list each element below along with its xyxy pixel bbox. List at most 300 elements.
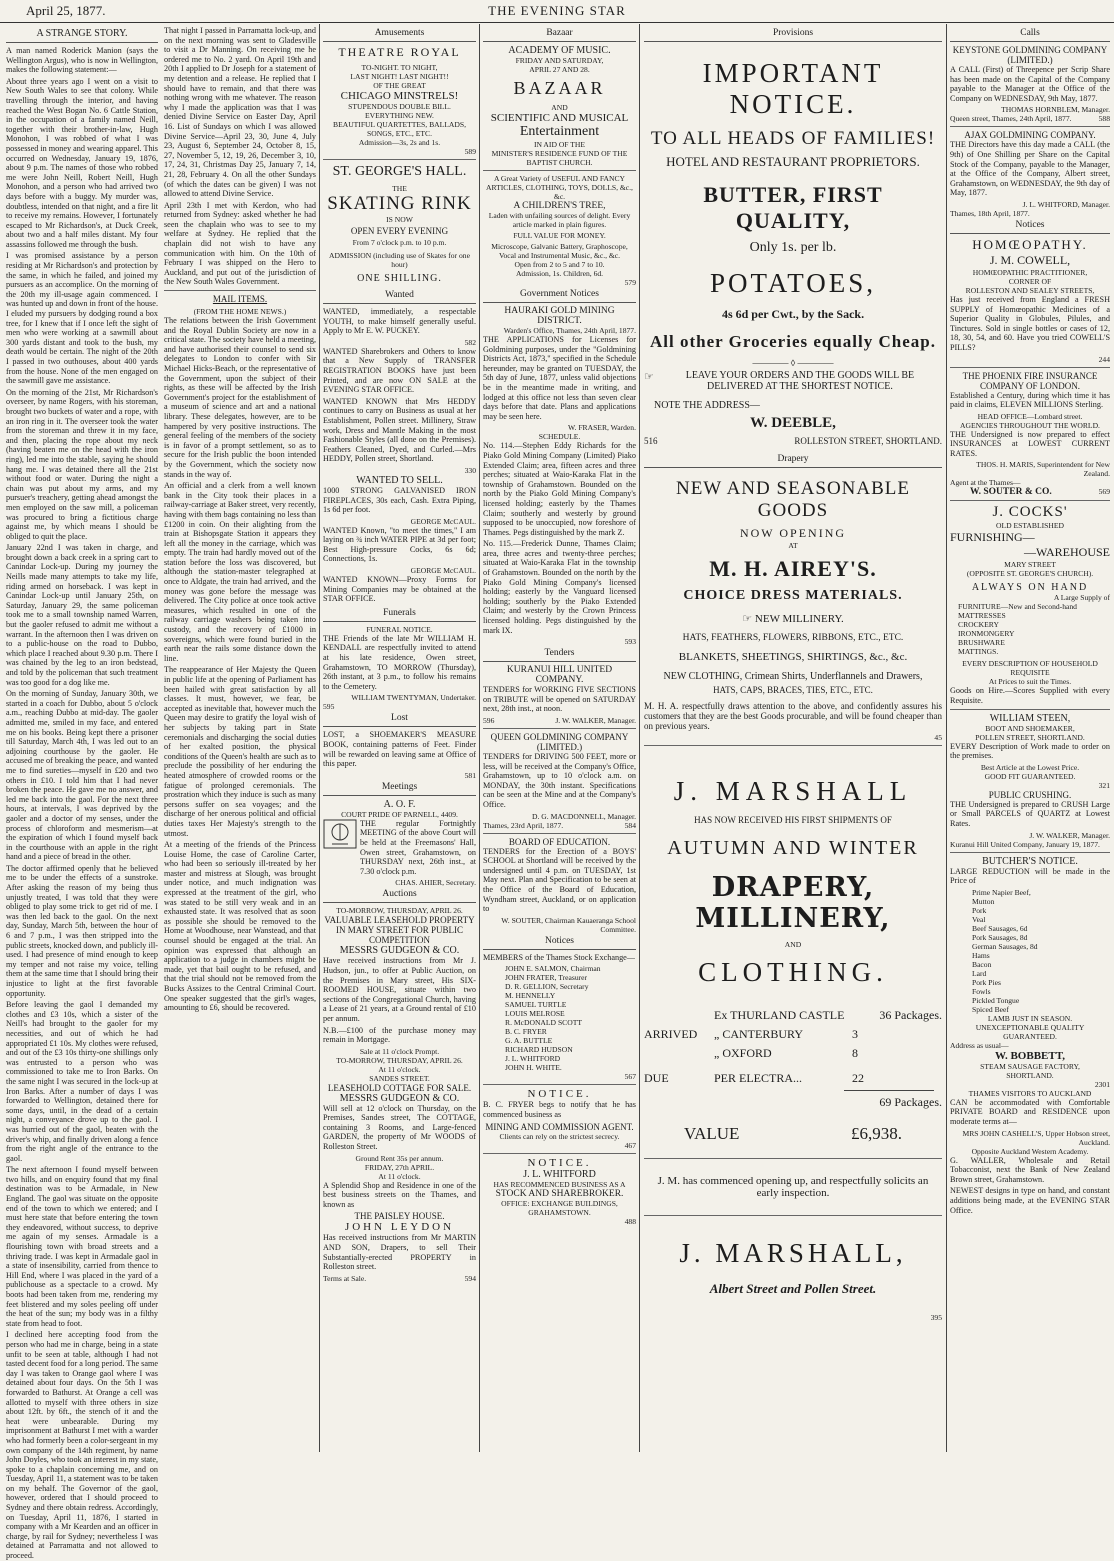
ad-line: IS NOW: [386, 215, 413, 224]
section-header: Tenders: [483, 646, 636, 662]
ad-line: MINISTER'S RESIDENCE FUND OF THE BAPTIST CHURCH.: [491, 149, 628, 167]
ad-heading: TO ALL HEADS OF FAMILIES!: [650, 128, 936, 149]
ad-heading: VALUABLE LEASEHOLD PROPERTY IN MARY STREET FOR PUBLIC COMPETITION: [324, 915, 475, 946]
ad-line: SANDES STREET.: [369, 1073, 430, 1083]
package-count: 36 Packages.: [879, 1008, 942, 1022]
pointing-hand-icon: ☞: [644, 371, 654, 383]
ad-heading: STOCK AND SHAREBROKER.: [495, 1188, 624, 1199]
ad-line: AND: [784, 940, 802, 949]
story-paragraph: April 23th I met with Kerdon, who had returned from Sydney: asked whether he had seen the chaplain who was to see to my welfare at Sydney. He replied that the chaplain did not wish to have any communication with him. On the 10th of February I was shipped on the Hero to Auckland, and put out of the jurisdiction of the New South Wales Government.: [164, 200, 316, 287]
government-notice: No. 114.—Stephen Eddy Richards for the Piako Gold Mining Company (Limited) Piako Extended Claim; area, fifteen acres and three perches; situated at Waio-Karaka Flat in the township of Grahamstown. Bounded on the north by the Piako Gold Mining Company's licensed holding; easterly by the Thames Claim; southerly and westerly by ground supposed to be unoccupied, now foreshore of Thames. Pegs distinguished by the mark Z.: [483, 441, 636, 537]
news-paragraph: The relations between the Irish Government and the Royal Dublin Society are now in a critical state. The society have held a meeting, and have authorised their counsel to send six delegates to London to confer with Sir Michael Hicks-Beach, or the representative of the Government, upon the subject of their rights, as these will be affected by the Irish Government's project for the establishment of a museum of science and art and a national library. These delegates, however, are to be hampered by very positive instructions. The general feeling of the members of the society is in favor of a prompt settlement, so as to secure for the Irish public the boon intended by the Government, which the society now stands in the way of.: [164, 316, 316, 479]
list-item: R. McDONALD SCOTT: [505, 1018, 582, 1028]
ad-heading: SCIENTIFIC AND MUSICAL: [490, 112, 629, 124]
ad-signature: GEORGE McCAUL.: [410, 516, 476, 526]
lost-notice: LOST, a SHOEMAKER'S MEASURE BOOK, containing patterns of Feet. Finder will be rewarded on leaving same at Office of this paper.: [323, 730, 476, 769]
package-count: 3: [852, 1027, 858, 1041]
ad-line: SCHEDULE.: [538, 432, 581, 442]
ad-number: 588: [1098, 114, 1110, 124]
ad-signature: J. W. WALKER, Manager.: [555, 716, 636, 725]
ad-line: OF THE GREAT: [373, 81, 426, 90]
ad-line: Terms at Sale.: [323, 1273, 367, 1283]
ad-line: FRIDAY, 27th APRIL.: [364, 1162, 435, 1172]
ad-number: 516: [644, 436, 658, 446]
ad-line: BLANKETS, SHEETINGS, SHIRTINGS, &c., &c.: [678, 651, 908, 663]
story-paragraph: The next afternoon I found myself between two hills, and on enquiry found that my final destination was to be Armadale, in New England. The gaol was situate on the opposite end of the town to which we entered; and I must here state that before entering the town they endeavored, without success, to deprive me again of my senses. Armadale is a flourishing town with broad streets and a thriving trade. I was kept in Armadale gaol in a state of insensibility, carried from thence to Hill End, where I was placed in the yard of a publichouse as a spectacle to a crowd. My boots had been taken from me, rendering my feet blistered and my soles peeling off under the heat of the sun; my body was in a filthy state from head to foot.: [6, 1165, 158, 1328]
call-notice: A CALL (First) of Threepence per Scrip Share has been made on the Capital of the Company payable to the Manager at the Office of the Company on WEDNESDAY, 9th May, 1877.: [950, 65, 1110, 103]
notice: G. WALLER, Wholesale and Retail Tobacconist, next the Bank of New Zealand Brown street, Grahamstown.: [950, 1155, 1110, 1184]
ad-line: STUPENDOUS DOUBLE BILL.: [348, 102, 451, 111]
ad-heading: AUTUMN AND WINTER: [667, 837, 919, 859]
tender-notice: TENDERS for DRIVING 500 FEET, more or less, will be received at the Company's Office, Grahamstown, up to 10 o'clock a.m. on MONDAY, the 30th instant. Specifications can be seen at the Mine and at the Company's Office.: [483, 752, 636, 809]
ad-heading: Entertainment: [519, 124, 600, 139]
list-item: JOHN FRATER, Treasurer: [505, 973, 588, 983]
ad-line: HATS, FEATHERS, FLOWERS, RIBBONS, ETC., ETC.: [682, 633, 904, 643]
list-item: BRUSHWARE: [958, 638, 1005, 648]
list-item: CROCKERY: [958, 620, 999, 630]
ad-signature: THOMAS HORNBLEM, Manager.: [1001, 105, 1110, 115]
list-item: J. L. WHITFORD: [505, 1054, 561, 1064]
ad-heading: W. DEEBLE,: [750, 415, 836, 431]
ad-number: 595: [323, 702, 335, 712]
section-header: Notices: [483, 934, 636, 950]
ad-heading: M. H. AIREY'S.: [709, 556, 877, 581]
ad-line: At 11 o'clock.: [378, 1171, 421, 1181]
call-notice: THE Directors have this day made a CALL (the 9th) of One Shilling per Share on the Capital Stock of the Company, payable to the Manager, at the Office of the Company, Albert street, Grahamstown, on WEDNESDAY, the 9th day of May, 1877.: [950, 140, 1110, 198]
column-rule: [479, 24, 480, 1452]
package-total: 69 Packages.: [879, 1095, 942, 1109]
list-item: Beef Sausages, 6d: [972, 923, 1028, 933]
ad-heading: MESSRS GUDGEON & CO.: [339, 945, 460, 957]
story-paragraph: January 22nd I was taken in charge, and brought down a back creek in a spring cart to Canindar Lock-up. During my journey the Neills made many attempts to take my life, riding armed on horseback. I was kept in Canindar Lock-up until January 25th, on Saturday, January 29, the same policeman took me to a small township named Warren, but the gaoler refused to admit me without a warrant. In the afternoon then I was driven on to a public-house on the road to Dubbo, which place I reached about 9.30 p.m. There I was chained by the leg to an iron bedstead, and told by the policeman that such treatment was too good for a dog like me.: [6, 543, 158, 687]
ad-line: A Large Supply of: [1053, 593, 1110, 603]
ad-line: AGENCIES THROUGHOUT THE WORLD.: [960, 420, 1100, 430]
ad-heading: A CHILDREN'S TREE,: [513, 201, 606, 211]
ad-line: ROLLESTON STREET, SHORTLAND.: [794, 436, 942, 446]
shipment-table: [644, 1008, 942, 1110]
ad-heading: JOHN LEYDON: [344, 1221, 455, 1234]
classified-ad: WANTED KNOWN that Mrs HEDDY continues to carry on Business as usual at her Establishment, Pollen street. Millinery, Straw work, Dress and Mantle Making in the most Fashionable Styles (all done on the Premises). Feathers Cleaned, Dyed, and Curled.—Mrs HEDDY, Pollen street, Shortland.: [323, 396, 476, 464]
notice: NEWEST designs in type on hand, and constant additions being made, at the EVENING STAR Office.: [950, 1186, 1110, 1215]
ad-line: At 11 o'clock.: [378, 1064, 421, 1074]
ad-line: THE: [392, 184, 407, 193]
news-paragraph: An official and a clerk from a well known bank in the City took their places in a railway-carriage at Baker street, very recently, having with them bags containing no less than £1200 in coin. On their alighting from the train at Bishopsgate Station it appears they left all the money in the carriage, which was empty. The train had hardly moved out of the station before the loss was discovered, but although the station-master telegraphed at once to Aldgate, the train had arrived, and the money was gone before the message was delivered. The City police at once took active measures, which resulted in one of the railway carriage washers being taken into custody, and the recovery of £1000 in sovereigns, which were found buried in the earth near the rails some distance down the line.: [164, 481, 316, 663]
ad-signature: D. G. MACDONNELL, Manager.: [532, 811, 636, 821]
story-paragraph: On the morning of the 21st, Mr Richardson's overseer, by name Rogers, with his storeman, brought two buckets of water and a rope, with an iron ring in it. The overseer took the water from the storeman and threw it in my face, and then, placing the rope about my neck (having beaten me on the head with the iron ring), led me into the stable, saying he should hang me. I was detained there all the 21st without food or water. During the night a chain was put about my arms, and my pursuer's treachery, getting ahead amongst the men employed on the saw mill, a policeman was procured to bring a fictitious charge against me, by which means I should be obliged to quit the place.: [6, 387, 158, 541]
column-rule: [639, 24, 640, 1452]
divider: [950, 709, 1110, 710]
ad-number: 569: [1098, 487, 1110, 497]
ad-heading: BUTCHER'S NOTICE.: [982, 855, 1078, 867]
ad-line: HOTEL AND RESTAURANT PROPRIETORS.: [666, 154, 920, 169]
ad-line: Sale at 11 o'clock Prompt.: [359, 1046, 440, 1056]
ad-heading: QUEEN GOLDMINING COMPANY (LIMITED.): [490, 732, 629, 752]
ad-number: 596: [483, 716, 495, 725]
section-header: Government Notices: [483, 287, 636, 303]
ornament-rule: ———— ◊ ————: [752, 358, 834, 368]
ad-heading: THEATRE ROYAL: [338, 45, 461, 59]
list-item: SAMUEL TURTLE: [505, 1000, 567, 1010]
ads-column-7: [950, 26, 1110, 1450]
ad-line: NOW OPENING: [739, 526, 847, 540]
auction-ad: Has received instructions from Mr MARTIN AND SON, Drapers, to sell Their Substantially-erected PROPERTY in Rolleston street.: [323, 1233, 476, 1272]
ad-line: Ground Rent 35s per annum.: [355, 1153, 444, 1163]
auction-ad: Will sell at 12 o'clock on Thursday, on the Premises, Sandes street, The COTTAGE, containing 3 Rooms, and Large-fenced GARDEN, the property of Mr WOODS of Rolleston Street.: [323, 1103, 476, 1152]
ad-number: 593: [624, 637, 636, 647]
ad-number: 582: [464, 337, 476, 347]
ad-signature: J. W. WALKER, Manager.: [1029, 830, 1110, 840]
list-item: Prime Napier Beef,: [972, 887, 1031, 897]
ad-heading: IMPORTANT NOTICE.: [702, 58, 884, 119]
ad-heading: AJAX GOLDMINING COMPANY.: [964, 130, 1096, 141]
ad-number: 330: [464, 465, 476, 475]
notice: Established a Century, during which time it has paid in claims, ELEVEN MILLIONS Sterling.: [950, 390, 1110, 410]
divider: [483, 1084, 636, 1085]
list-item: Veal: [972, 914, 986, 924]
divider: [483, 833, 636, 834]
member-list: [483, 964, 636, 1072]
story-paragraph: I declined here accepting food from the person who had me in charge, being in a state unfit to be seen at table, although I had not tasted decent food for a long period. The same day I was taken to Orange gaol where I was detained about four days. On the 5th I was forwarded to Bathurst. At Orange a cell was allotted to myself with three others in size about 12ft. by 6ft., the stench of it and the heat were unbearable. During my imprisonment at Bathurst I met with a warder who had formerly been a color-sergeant in my own company of the 14th regiment, by name John Doyles, who took an interest in my state, spoke to a chaplain concerning me, and on Tuesday, April 11, a statement was to be taken on my behalf. The Governor of the gaol, however, ordered that I should proceed to Sydney and there obtain redress. Accordingly, on Tuesday, April 11, 1876, I started in company with a Mr Kearden and an officer in charge, by rail for Sydney; nevertheless I was detained at Parramatta and not allowed to proceed.: [6, 1330, 158, 1561]
ad-heading: POTATOES,: [709, 268, 877, 298]
ad-heading: ST. GEORGE'S HALL.: [332, 164, 467, 179]
ads-column-wide: [644, 26, 942, 1450]
ad-number: 395: [930, 1313, 942, 1322]
ad-line: HOMŒOPATHIC PRACTITIONER,: [972, 267, 1088, 277]
ad-line: CHICAGO MINSTRELS!: [340, 90, 459, 102]
section-header: Drapery: [644, 452, 942, 468]
notice: THE Undersigned is now prepared to effect INSURANCES at LOWEST CURRENT RATES.: [950, 429, 1110, 458]
package-count: 8: [852, 1046, 858, 1060]
notice: EVERY Description of Work made to order on the premises.: [950, 741, 1110, 761]
ad-line: IN AID OF THE: [533, 140, 586, 149]
list-item: G. A. BUTTLE: [505, 1036, 553, 1046]
section-header: Auctions: [323, 887, 476, 903]
ad-heading: J. M. COWELL,: [989, 252, 1071, 267]
divider: [644, 1158, 942, 1159]
issue-date: April 25, 1877.: [26, 3, 106, 18]
ad-line: Clients can rely on the strictest secrecy.: [499, 1131, 620, 1141]
ad-line: EVERYTHING NEW.: [365, 111, 434, 120]
list-item: LOUIS MELROSE: [505, 1009, 565, 1019]
ad-line: Thames, 23rd April, 1877.: [483, 820, 564, 830]
government-notice: THE APPLICATIONS for Licenses for Goldmining purposes, under the "Goldmining Districts Act, 1873," specified in the Schedule hereunder, may be granted on TUESDAY, the 5th day of June, 1877, unless valid objections be in the meantime made in writing, and lodged at this office not less than seven clear days before that date. Plans and applications may be seen here.: [483, 335, 636, 421]
auction-ad: A Splendid Shop and Residence in one of the best business streets on the Thames, and known as: [323, 1180, 476, 1209]
ad-line: Thames, 18th April, 1877.: [950, 208, 1030, 218]
ad-number: 244: [1098, 354, 1110, 364]
ad-line: TO-MORROW, THURSDAY, APRIL 26.: [336, 1055, 463, 1065]
ad-heading: KURANUI HILL UNITED COMPANY.: [506, 665, 613, 686]
ad-heading: HOMŒOPATHY.: [972, 236, 1088, 252]
ad-heading: MINING AND COMMISSION AGENT.: [485, 1121, 634, 1132]
ad-heading: All other Groceries equally Cheap.: [650, 332, 936, 351]
ad-line: HAS NOW RECEIVED HIS FIRST SHIPMENTS OF: [694, 815, 892, 825]
ad-line: AT: [788, 541, 798, 550]
ad-line: LAMB JUST IN SEASON.: [987, 1013, 1073, 1023]
list-item: MATTRESSES: [958, 611, 1006, 621]
ad-line: Opposite Auckland Western Academy.: [971, 1146, 1089, 1156]
ad-line: CORNER OF: [1008, 276, 1052, 286]
ad-heading: KEYSTONE GOLDMINING COMPANY (LIMITED.): [952, 45, 1108, 65]
ad-line: NOTE THE ADDRESS—: [654, 400, 760, 411]
ad-line: Kuranui Hill United Company, January 19, 1877.: [950, 839, 1100, 849]
ad-heading: NOTICE.: [527, 1156, 592, 1169]
ad-line: Only 1s. per lb.: [749, 240, 837, 255]
list-item: Spiced Beef: [972, 1004, 1009, 1014]
ad-number: 567: [624, 1072, 636, 1082]
list-item: Pork Sausages, 8d: [972, 932, 1028, 942]
classified-ad: WANTED Known, "to meet the times," I am laying on ¾ inch WATER PIPE at 3d per foot; Best High-pressure Cocks, 6s 6d; Connections, 1s.: [323, 525, 476, 564]
list-item: D. R. GELLION, Secretary: [505, 982, 589, 992]
classified-ad: WANTED, immediately, a respectable YOUTH, to make himself generally useful. Apply to Mr E. W. PUCKEY.: [323, 307, 476, 336]
ad-line: NEW MILLINERY.: [754, 613, 844, 625]
ad-number: 581: [464, 770, 476, 780]
ship-name: Ex THURLAND CASTLE: [714, 1008, 845, 1022]
ad-heading: THAMES VISITORS TO AUCKLAND: [968, 1088, 1092, 1098]
column-rule: [319, 24, 320, 1452]
ad-line: 4s 6d per Cwt., by the Sack.: [721, 307, 865, 321]
ad-heading: PUBLIC CRUSHING.: [988, 789, 1072, 800]
ad-heading: DRAPERY, MILLINERY,: [695, 872, 891, 934]
notice: CAN be accommodated with Comfortable PRIVATE BOARD and RESIDENCE upon moderate terms at—: [950, 1097, 1110, 1126]
ad-line: FULL VALUE FOR MONEY.: [513, 231, 606, 240]
ad-line: Best Article at the Lowest Price.: [980, 762, 1080, 772]
government-notice: No. 115.—Frederick Dunne, Thames Claim; area, three acres and twenty-three perches; situated at Waio-Karaka Flat in the township of Grahamstown. Bounded on the north by the Piako Gold Mining Company's licensed holding; easterly by the Vanguard licensed holding; southerly by the Piako Extended Claim; and westerly by the Crown Princess licensed holding. Pegs distinguished by the mark IX.: [483, 539, 636, 635]
masthead: [0, 0, 1114, 23]
notice: THE Undersigned is prepared to CRUSH Large or Small PARCELS of QUARTZ at Lowest Rates.: [950, 799, 1110, 829]
ad-line: AND: [551, 103, 568, 112]
story-paragraph: About three years ago I went on a visit to New South Wales to see that colony. While travelling through the interior, and having reached the West Bogan No. 6 Cattle Station, in the occupation of a family named Neill, together with their brother-in-law, Hugh Monohon, I was robbed of what I was possessed in money and wearing apparel. This occurred on Wednesday, January 19, 1876, about 9 p.m. The names of those who robbed me were John Neill, Robert Neill, Hugh Monohon, and a person who had arrived two days before with a buggy. My murder was, doubtless, intended on that night, and a fire lit to receive my remains. However, I fortunately escaped to Mr Richardson's, at Duck Creek, about two and a half miles distant. My four assassins followed me through the bush.: [6, 76, 158, 249]
ad-heading: NEW AND SEASONABLE GOODS: [675, 478, 911, 521]
section-header: Calls: [950, 26, 1110, 42]
notice: LARGE REDUCTION will be made in the Price of: [950, 866, 1110, 886]
list-item: JOHN E. SALMON, Chairman: [505, 964, 601, 974]
ad-line: J. M. has commenced opening up, and respectfully solicits an early inspection.: [657, 1175, 929, 1199]
ad-line: TO-NIGHT. TO NIGHT,: [361, 63, 438, 72]
ad-number: 589: [464, 147, 476, 156]
ad-line: Warden's Office, Thames, 24th April, 1877.: [503, 326, 636, 335]
ad-heading: CHOICE DRESS MATERIALS.: [683, 588, 903, 603]
ad-line: UNEXCEPTIONABLE QUALITY GUARANTEED.: [975, 1022, 1085, 1041]
ad-line: BEAUTIFUL QUARTETTES, BALLADS, SONGS, ETC., ETC.: [333, 120, 466, 138]
list-item: Fowls: [972, 986, 991, 996]
list-item: RICHARD HUDSON: [505, 1045, 573, 1055]
divider: [644, 745, 942, 746]
section-header: Wanted: [323, 288, 476, 304]
funeral-notice: THE Friends of the late Mr WILLIAM H. KENDALL are respectfully invited to attend at his late residence, Owen street, Grahamstown, TO MORROW (Thursday), 26th instant, at 3 p.m., to follow his remains to the Cemetery.: [323, 633, 476, 691]
ad-heading: FUNERAL NOTICE.: [366, 624, 433, 634]
news-paragraph: The reappearance of Her Majesty the Queen in public life at the opening of Parliament has been hailed with great satisfaction by all classes. It must, however, we fear, be accepted as inevitable that, however much the Queen may desire to gratify the loyal wish of her subjects by taking part in State ceremonials and discharging the social duties of her exalted position, the physical conditions of the Queen's health are such as to preclude the possibility of her enduring the heated atmosphere of crowded rooms or the fatigue of prolonged ceremonials. The prostration which they induce is such as many persons suffer on sea voyages; and the discharge of her onerous political and official duties taxes Her Majesty's strength to the utmost.: [164, 665, 316, 838]
column-rule: [946, 24, 947, 1452]
ad-signature: CHAS. AHIER, Secretary.: [395, 878, 476, 888]
ad-number: 584: [624, 820, 636, 830]
ship-name: „ CANTERBURY: [714, 1027, 804, 1041]
news-paragraph: At a meeting of the friends of the Princess Louise Home, the case of Caroline Carter, who had been so seriously ill-treated by her master and mistress at Slough, was brought under notice, and much indignation was expressed at the treatment of the girl, who was stated to be still very weak and in an exhausted state. It was resolved that as soon as possible she should be removed to the Home at Woodhouse, near Wanstead, and that counsel should be engaged at the trial. An opinion was expressed that although an application to a judge in chambers might be made, yet that bail ought to be refused, and that the trial should not be removed from the Bucks Assizes to the Central Criminal Court. One speaker suggested that the girl's wages, amounting to £6, should be recovered.: [164, 840, 316, 1013]
ad-line: Queen street, Thames, 24th April, 1877.: [950, 114, 1072, 124]
divider: [950, 852, 1110, 853]
ad-heading: NOTICE.: [527, 1088, 592, 1101]
ad-heading: SKATING RINK: [327, 193, 472, 214]
meeting-notice: THE regular Fortnightly MEETING of the above Court will be held at the Freemasons' Hall, Owen street, Grahamstown, on THURSDAY next, 26th inst., at 7.30 o'clock p.m.: [360, 818, 476, 876]
list-item: B. C. FRYER: [505, 1027, 547, 1037]
due-label: DUE: [644, 1071, 669, 1085]
drapery-ad: M. H. A. respectfully draws attention to the above, and confidently assures his customers that they are the best Goods procurable, and will be found cheaper than on previous years.: [644, 701, 942, 731]
story-column-2: [164, 26, 316, 1450]
ship-name: PER ELECTRA...: [714, 1071, 803, 1085]
value-amount: £6,938.: [851, 1124, 902, 1143]
ad-heading: J. MARSHALL: [673, 776, 913, 806]
ad-line: A Great Variety of USEFUL AND FANCY ARTICLES, CLOTHING, TOYS, DOLLS, &c., &c.: [486, 174, 633, 201]
story-paragraph: That night I passed in Parramatta lock-up, and on the next morning was sent to Gladesville to visit a Dr Manning. On receiving me he ordered me to No. 2 yard. On April 19th and 20th I applied to Dr Joseph for a statement of my detention and a release. He replied that I should have to remain, and that there was nothing wrong with me whatever. The reason why I made the application was that I was denied Divine Service on Easter Day, April 16. List of Sundays on which I was allowed Divine Service—April 23, 30, June 4, July 23, August 6, September 24, October 8, 15, 27, November 5, 12, 19, 26, December 3, 10, 17, 24, 31, Christmas Day 25, January 7, 14, 21, 28, February 4. On all the other Sundays (of which the dates can be given) I was not allowed to attend Divine Service.: [164, 26, 316, 199]
value-row: [684, 1124, 902, 1144]
ad-line: OFFICE: EXCHANGE BUILDINGS, GRAHAMSTOWN.: [501, 1198, 618, 1217]
ad-heading: THE PHOENIX FIRE INSURANCE COMPANY OF LONDON.: [962, 370, 1098, 391]
ad-line: FRIDAY AND SATURDAY,: [515, 56, 604, 65]
list-item: German Sausages, 8d: [972, 941, 1038, 951]
ad-line: HATS, CAPS, BRACES, TIES, ETC., ETC.: [713, 685, 873, 695]
ad-heading: WANTED TO SELL.: [356, 474, 443, 486]
ad-line: Address as usual—: [950, 1040, 1009, 1050]
ad-heading: J. MARSHALL,: [679, 1238, 907, 1268]
auction-ad: N.B.—£100 of the purchase money may remain in Mortgage.: [323, 1025, 476, 1045]
meat-price-list: [950, 888, 1110, 1014]
notice: Has just received from England a FRESH SUPPLY of Homœopathic Medicines of a Superior Quality in Globules, Pilules, and Tinctures. Sold in single bottles or cases of 12, 18, 30, 54, and 60. Have you tried COWELL'S PILLS?: [950, 294, 1110, 352]
value-label: VALUE: [684, 1124, 740, 1143]
ad-heading: THE PAISLEY HOUSE.: [354, 1211, 445, 1222]
pointing-hand-icon: ☞: [742, 613, 753, 625]
ad-signature: WILLIAM TWENTYMAN, Undertaker.: [351, 693, 476, 703]
ad-line: At Prices to suit the Times.: [988, 677, 1072, 687]
ad-line: EVERY DESCRIPTION OF HOUSEHOLD REQUISITE: [962, 659, 1098, 678]
story-paragraph: A man named Roderick Manion (says the Wellington Argus), who is now in Wellington, makes the following statement:—: [6, 46, 158, 75]
ad-line: Admission—3s, 2s and 1s.: [358, 138, 441, 147]
divider: [483, 1153, 636, 1154]
ad-line: STEAM SAUSAGE FACTORY,: [980, 1061, 1080, 1071]
story-paragraph: I was promised assistance by a person residing at Mr Richardson's and protection by the same, in which he failed, and joined my pursuers as an accomplice. On the morning of the 20th my ill-usage again commenced. I was hunted up and down in front of the house. I eluded my pursuers by dodging round a box tree, for I knew that if I once left the sight of men who were working at a sawmill about 300 yards distant and took to the bush, my death would be certain. The night of the 20th I passed in two outhouses, about 400 yards from the house. None of the men engaged on the sawmill gave me assistance.: [6, 251, 158, 386]
ad-signature: W. SOUTER, Chairman Kauaeranga School Committee.: [501, 915, 636, 934]
ship-name: „ OXFORD: [714, 1046, 772, 1060]
ads-column-4: [483, 26, 636, 1450]
tender-notice: TENDERS for WORKING FIVE SECTIONS on TRIBUTE will be opened on SATURDAY next, 28th inst., at noon.: [483, 685, 636, 714]
story-column-1: [6, 26, 158, 1561]
section-header: Funerals: [323, 606, 476, 622]
story-paragraph: The doctor affirmed openly that he believed me to be under the effects of a sunstroke. After asking the reason of my being thus unjustly treated, I was told that they were obliged to play some trick to get rid of me. I was then led back to the gaol. On the next day, Sunday, March 5th, between the hour of 6 and 7 p.m., I was then stripped into the public streets, knocked down, and publicly ill-used. I had presence of mind enough to keep my temper and not raise my voice, telling them at the same time that I should bring their injustice to light at the first favorable opportunity.: [6, 863, 158, 998]
ad-heading: A. O. F.: [383, 798, 416, 810]
ad-number: 594: [464, 1273, 476, 1283]
list-item: FURNITURE—New and Second-hand: [958, 602, 1077, 612]
ad-heading: LEASEHOLD COTTAGE FOR SALE.: [327, 1082, 472, 1093]
tender-notice: TENDERS for the Erection of a BOYS' SCHOOL at Shortland will be received by the undersigned until 4 p.m. on TUESDAY, 1st May next. Plan and Specification to be seen at the Office of the Board of Education, Wyndham street, Auckland, or on application to: [483, 846, 636, 914]
ad-line: MARY STREET: [1004, 560, 1056, 570]
ad-heading: BOARD OF EDUCATION.: [508, 836, 611, 847]
ad-line: TO-MORROW, THURSDAY, APRIL 26.: [336, 906, 463, 916]
ad-number: 579: [624, 278, 636, 287]
divider: [323, 159, 476, 160]
ad-line: Laden with unfailing sources of delight. Every article marked in plain figures.: [488, 211, 631, 229]
classified-ad: WANTED KNOWN—Proxy Forms for Mining Companies may be obtained at the STAR OFFICE.: [323, 575, 476, 604]
ad-number: 45: [934, 733, 942, 742]
divider: [950, 500, 1110, 501]
divider: [164, 290, 316, 291]
story-paragraph: On the morning of Sunday, January 30th, we started in a coach for Dubbo, about 5 o'clock a.m., reaching Dubbo at mid-day. The gaoler admitted me, smiled in my face, and entered me on his books. Being kept there a prisoner till Saturday, March 4th, I was led out to an adjoining courthouse by the gaoler. He accused me of breaking the peace, and wanted me to find sureties—myself in £20 and two others in £10. I told him that I had never broken the peace. He gave me no answer, and led me back into the gaol. For the next three hours, at intervals, I was deprived by the gaoler and a doctor of my senses, under the process of chloroform and mesmerism—at the expiration of which I found myself back in the courthouse with an apple in the right hand and a piece of bread in the other.: [6, 689, 158, 862]
ads-column-3: [323, 26, 476, 1450]
divider: [483, 170, 636, 171]
ad-line: ADMISSION (including use of Skates for one hour): [329, 251, 470, 269]
notice: MEMBERS of the Thames Stock Exchange—: [483, 952, 635, 962]
auction-ad: Have received instructions from Mr J. Hudson, jun., to offer at Public Auction, on the Premises in Mary street, His SIX-ROOMED HOUSE, situate within two sections of the Congregational Church, having a Lease of 21 years, at a Ground rental of £10 per annum.: [323, 956, 476, 1023]
list-item: Hams: [972, 950, 990, 960]
ad-line: Albert Street and Pollen Street.: [709, 1281, 877, 1296]
package-count: 22: [852, 1071, 864, 1085]
arrived-label: ARRIVED: [644, 1027, 698, 1041]
classified-ad: WANTED Sharebrokers and Others to know that a New Supply of TRANSFER REGISTRATION BOOKS have just been Printed, and are now ON SALE at the EVENING STAR OFFICE.: [323, 346, 476, 395]
list-item: Bacon: [972, 959, 992, 969]
ad-heading: WILLIAM STEEN,: [989, 712, 1071, 724]
list-item: MATTINGS.: [958, 647, 999, 657]
ad-line: APRIL 27 AND 28.: [529, 65, 590, 74]
ad-line: HEAD OFFICE—Lombard street.: [977, 411, 1083, 421]
ad-signature: W. FRASER, Warden.: [568, 423, 636, 433]
list-item: M. HENNELLY: [505, 991, 556, 1001]
ad-number: 467: [624, 1140, 636, 1150]
list-item: Mutton: [972, 896, 995, 906]
divider: [644, 1215, 942, 1216]
ad-line: From 7 o'clock p.m. to 10 p.m.: [352, 238, 447, 247]
notice: Goods on Hire.—Scores Supplied with every Requisite.: [950, 686, 1110, 706]
ad-line: Admission, 1s. Children, 6d.: [515, 269, 604, 278]
ad-line: LEAVE YOUR ORDERS AND THE GOODS WILL BE DELIVERED AT THE SHORTEST NOTICE.: [685, 370, 915, 392]
ad-signature: J. L. WHITFORD, Manager.: [1022, 199, 1110, 209]
section-header: Meetings: [323, 780, 476, 796]
ad-heading: ALWAYS ON HAND: [971, 582, 1089, 594]
ad-heading: CLOTHING.: [698, 957, 888, 987]
ad-heading: MESSRS GUDGEON & CO.: [339, 1092, 460, 1104]
divider: [483, 728, 636, 729]
ad-line: ROLLESTON AND SEALEY STREETS,: [965, 285, 1095, 295]
ad-line: (OPPOSITE ST. GEORGE'S CHURCH).: [966, 569, 1094, 579]
story-paragraph: Before leaving the gaol I demanded my clothes and £3 10s, which a sister of the Neill's had brought to the gaoler for my necessities, and out of which he had appropriated £1 10s. My clothes were refused, and out of the £3 10s thirty-one shillings only was entrusted to a person who was commissioned to take me to Iron Barks. On the same night I was secured in the lock-up at Iron Barks. After a number of days I was forwarded to Wellington, detained there for some days, until, in the dead of a certain night, a conveyance drove up to the gaol. I was hurried out of the gaol, beaten with the driver's whip, and finally driven along a fence from the right angle of the entrance to the gaol.: [6, 1000, 158, 1163]
newspaper-title: THE EVENING STAR: [488, 3, 626, 18]
ad-heading: BUTTER, FIRST QUALITY,: [703, 182, 883, 233]
list-item: Lard: [972, 968, 987, 978]
ad-number: 488: [624, 1216, 636, 1226]
ad-line: HAS RECOMMENCED BUSINESS AS A: [493, 1179, 626, 1189]
section-header: Lost: [323, 711, 476, 727]
list-item: Pork: [972, 905, 987, 915]
list-item: IRONMONGERY: [958, 629, 1015, 639]
section-header: Provisions: [644, 26, 942, 42]
section-heading: MAIL ITEMS.: [212, 294, 268, 305]
ad-line: Agent at the Thames—: [950, 478, 1021, 488]
list-item: Pork Pies: [972, 977, 1001, 987]
ad-line: BOOT AND SHOEMAKER,: [985, 723, 1075, 733]
ad-heading: —WAREHOUSE: [1024, 545, 1110, 560]
ad-line: POLLEN STREET, SHORTLAND.: [975, 732, 1085, 742]
section-header: Amusements: [323, 26, 476, 42]
ad-line: Open from 2 to 5 and 7 to 10.: [514, 260, 605, 269]
ad-number: 321: [1098, 780, 1110, 790]
ad-heading: BAZAAR: [513, 78, 606, 98]
section-header: Bazaar: [483, 26, 636, 42]
divider: [950, 126, 1110, 127]
furniture-list: [950, 602, 1110, 656]
society-emblem-icon: [323, 819, 357, 849]
ad-heading: J. L. WHITFORD: [523, 1168, 596, 1180]
ad-line: OPEN EVERY EVENING: [350, 226, 449, 236]
ad-heading: HAURAKI GOLD MINING DISTRICT.: [504, 306, 615, 326]
ad-line: NEW CLOTHING, Crimean Shirts, Underflannels and Drawers,: [663, 671, 923, 682]
ad-line: COURT PRIDE OF PARNELL, 4409.: [341, 809, 458, 819]
ad-line: SHORTLAND.: [1006, 1070, 1054, 1080]
